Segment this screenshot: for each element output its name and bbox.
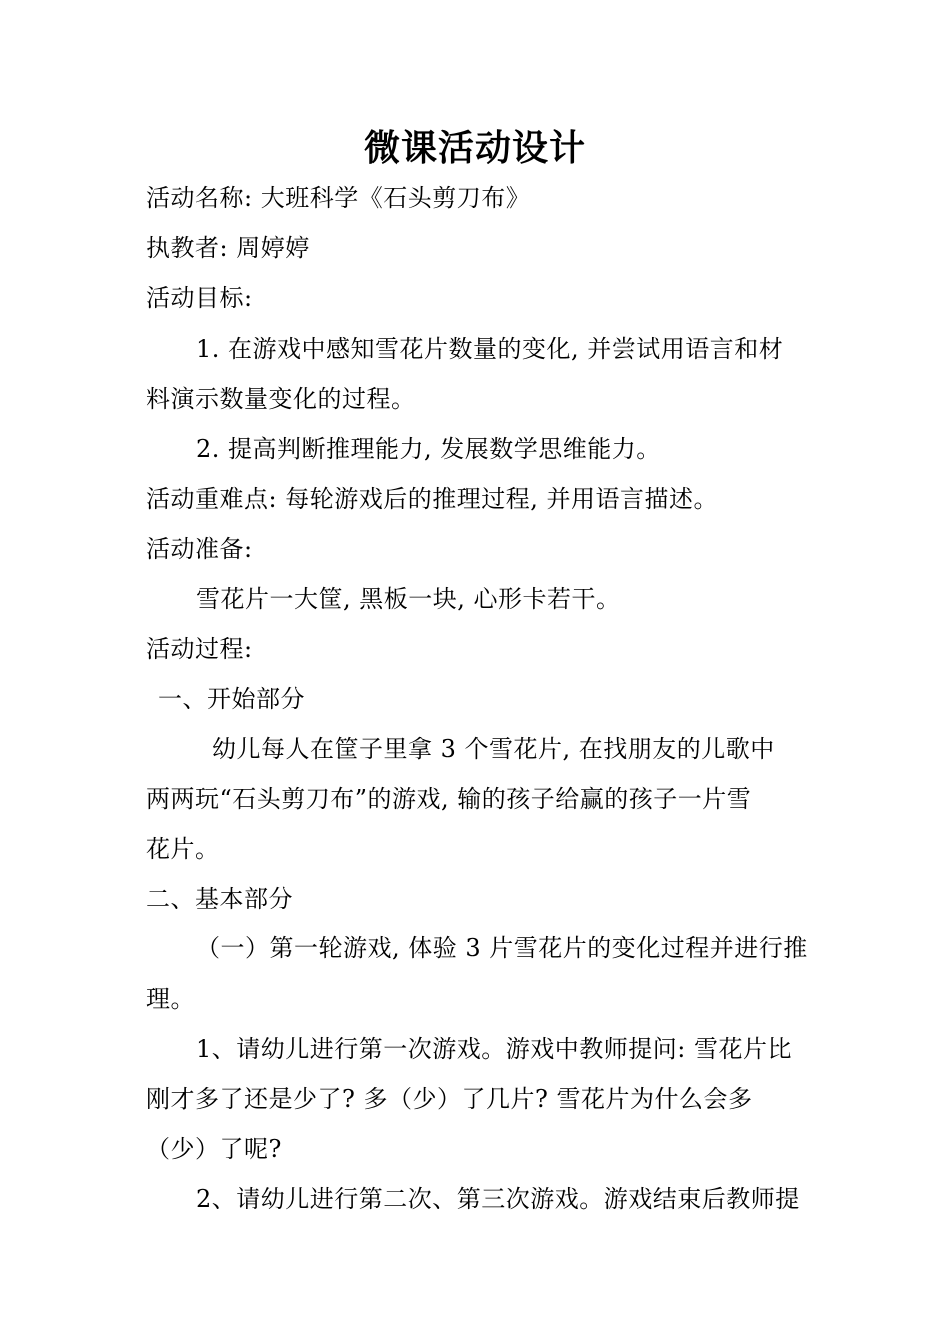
objective-2-line: 2. 提高判断推理能力, 发展数学思维能力。 bbox=[196, 435, 661, 463]
section-1-heading: 一、开始部分 bbox=[158, 685, 305, 713]
activity-name-line: 活动名称: 大班科学《石头剪刀布》 bbox=[146, 184, 531, 212]
step-2-line-1: 2、请幼儿进行第二次、第三次游戏。游戏结束后教师提 bbox=[196, 1185, 800, 1213]
objectives-heading: 活动目标: bbox=[146, 284, 253, 312]
process-heading: 活动过程: bbox=[146, 635, 253, 663]
teacher-line: 执教者: 周婷婷 bbox=[146, 234, 310, 262]
objective-1-line-2: 料演示数量变化的过程。 bbox=[146, 385, 416, 413]
step-1-line-3: （少）了呢? bbox=[146, 1135, 282, 1163]
section-1-paragraph-line-3: 花片。 bbox=[146, 835, 220, 863]
section-1-paragraph-line-2: 两两玩“石头剪刀布”的游戏, 输的孩子给赢的孩子一片雪 bbox=[146, 785, 752, 813]
objective-1-line-1: 1. 在游戏中感知雪花片数量的变化, 并尝试用语言和材 bbox=[196, 335, 784, 363]
preparation-line: 雪花片一大筐, 黑板一块, 心形卡若干。 bbox=[196, 585, 621, 613]
round-1-heading-line-2: 理。 bbox=[146, 985, 195, 1013]
preparation-heading: 活动准备: bbox=[146, 535, 253, 563]
section-1-paragraph-line-1: 幼儿每人在筐子里拿 3 个雪花片, 在找朋友的儿歌中 bbox=[212, 735, 775, 763]
step-1-line-1: 1、请幼儿进行第一次游戏。游戏中教师提问: 雪花片比 bbox=[196, 1035, 792, 1063]
section-2-heading: 二、基本部分 bbox=[146, 885, 293, 913]
step-1-line-2: 刚才多了还是少了? 多（少）了几片? 雪花片为什么会多 bbox=[146, 1085, 753, 1113]
key-difficulty-line: 活动重难点: 每轮游戏后的推理过程, 并用语言描述。 bbox=[146, 485, 718, 513]
round-1-heading-line-1: （一）第一轮游戏, 体验 3 片雪花片的变化过程并进行推 bbox=[196, 934, 808, 962]
document-title: 微课活动设计 bbox=[363, 127, 586, 169]
